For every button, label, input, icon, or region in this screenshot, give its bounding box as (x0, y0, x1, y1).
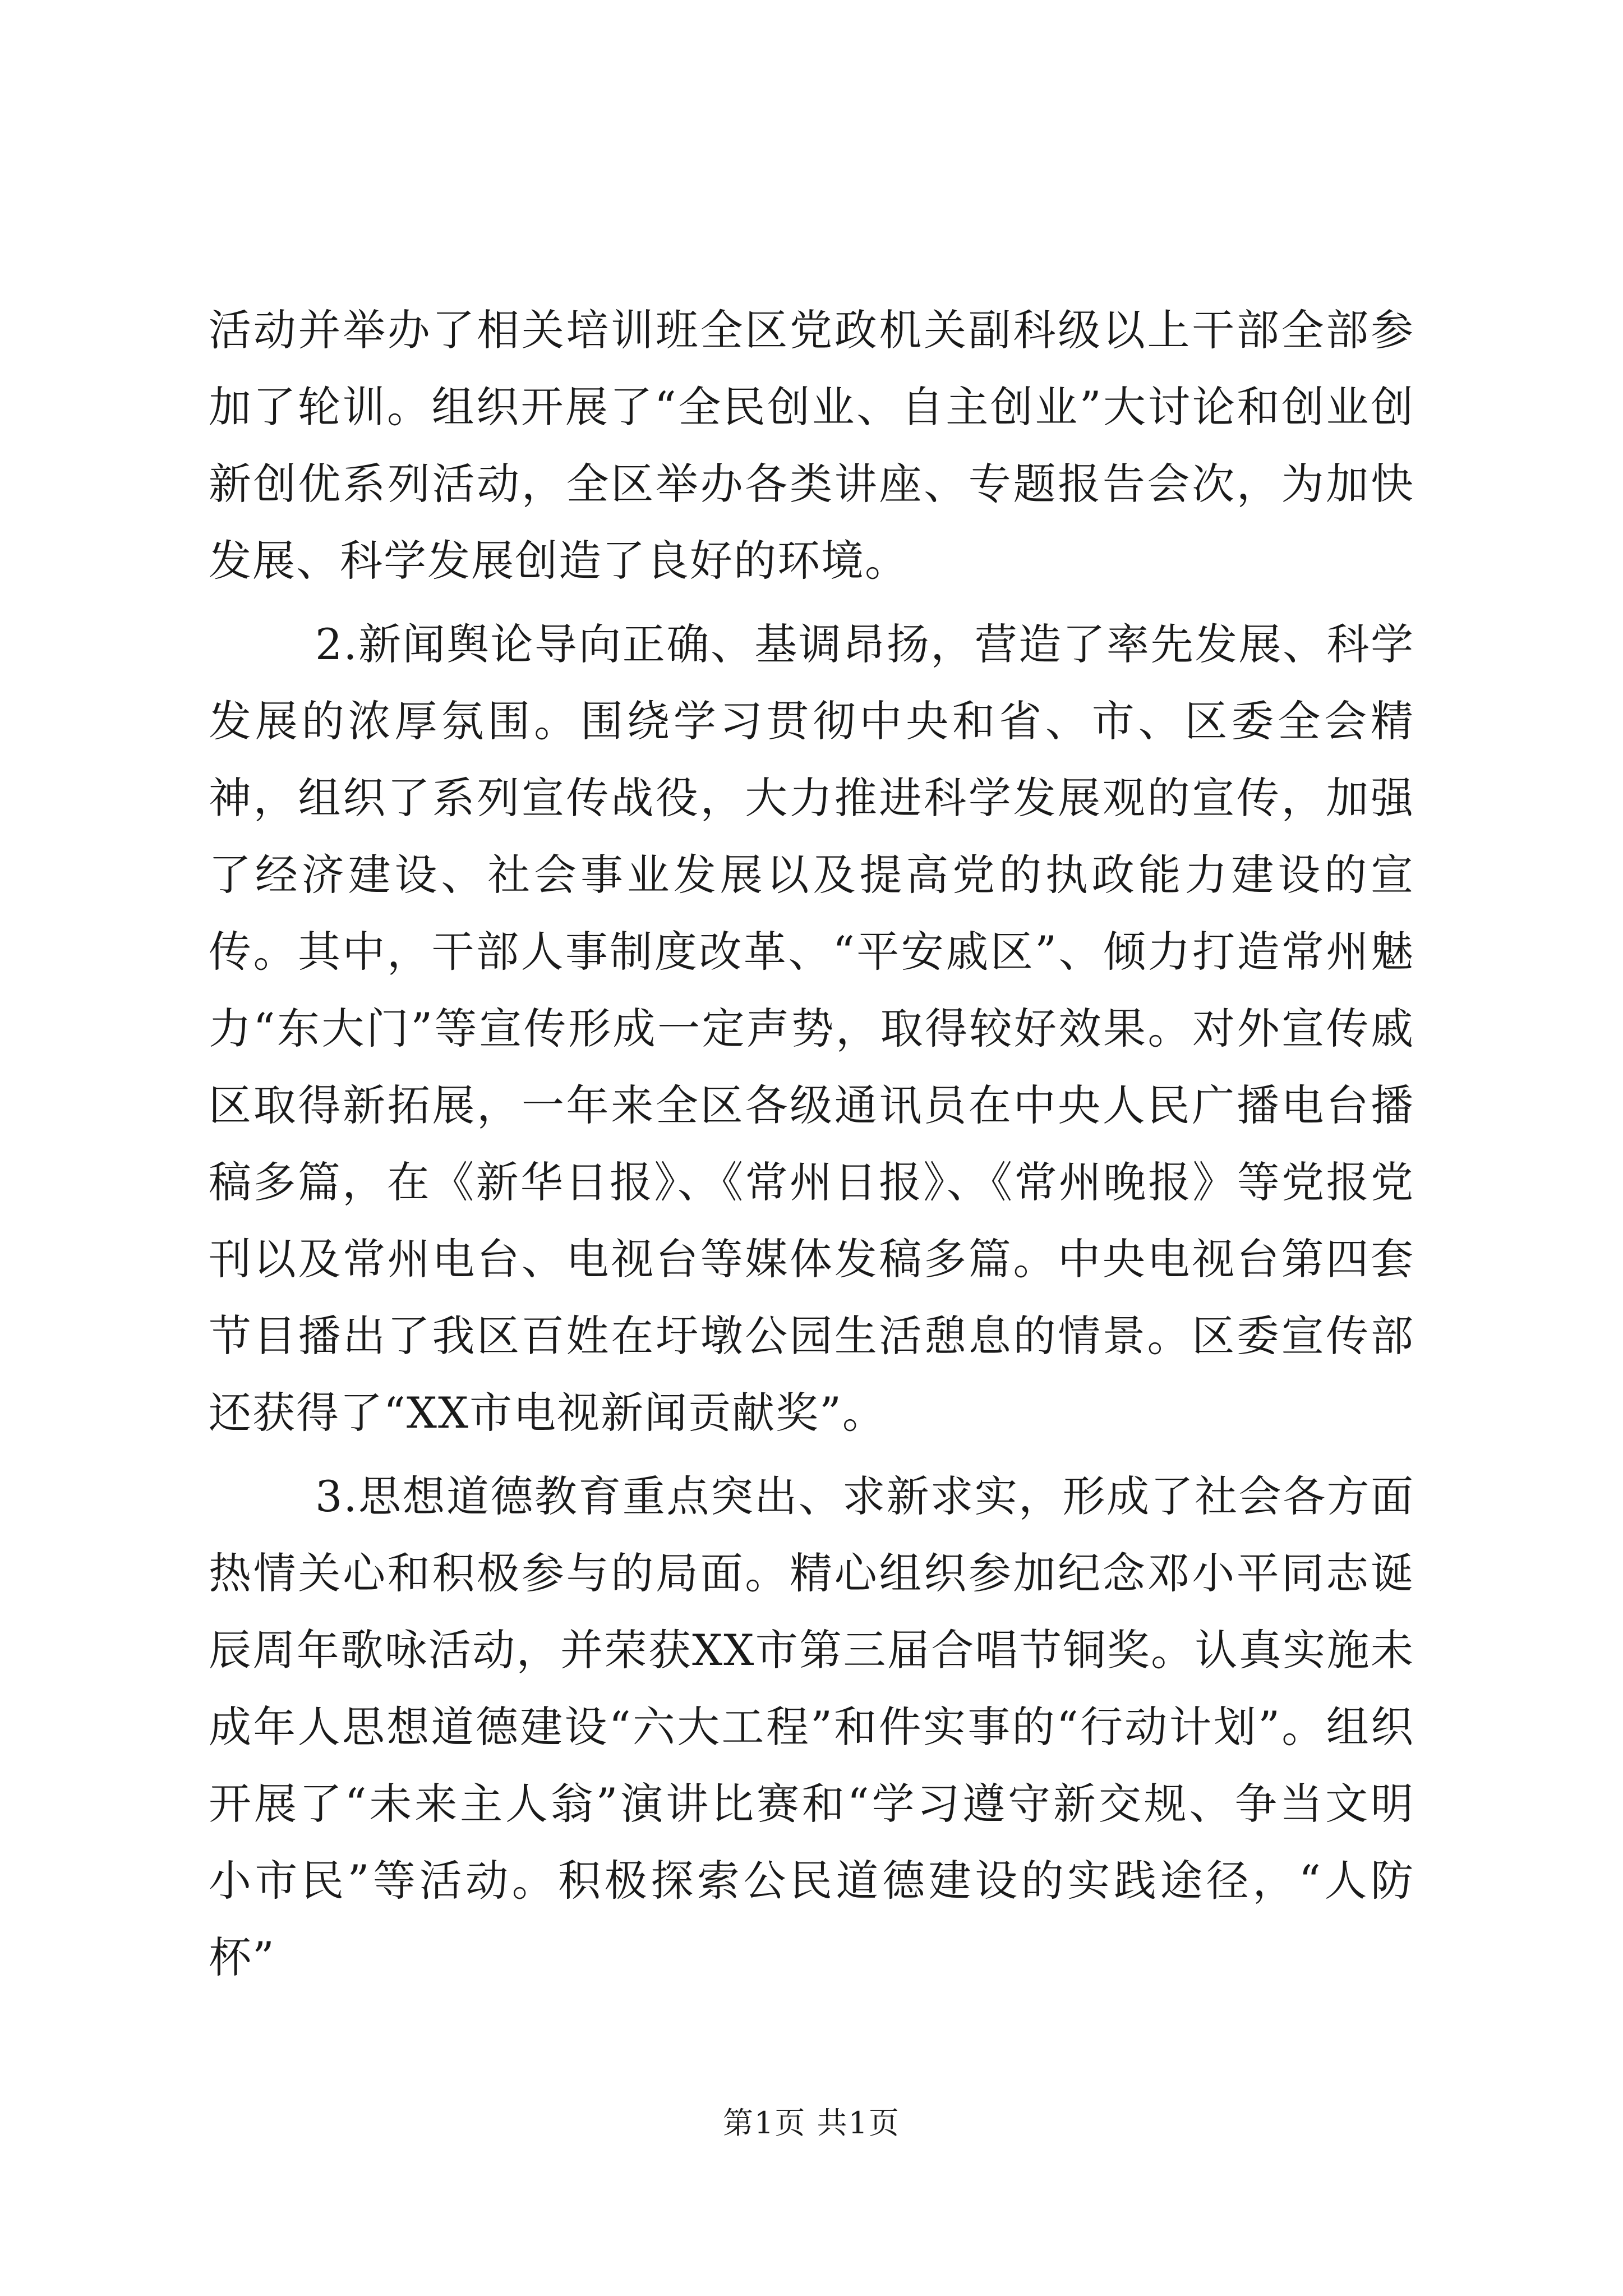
paragraph-2: 2.新闻舆论导向正确、基调昂扬，营造了率先发展、科学发展的浓厚氛围。围绕学习贯彻中央和省、市、区委全会精神，组织了系列宣传战役，大力推进科学发展观的宣传，加强了经济建设、社会事业发展以及提高党的执政能力建设的宣传。其中，干部人事制度改革、“平安戚区”、倾力打造常州魅力“东大门”等宣传形成一定声势，取得较好效果。对外宣传戚区取得新拓展，一年来全区各级通讯员在中央人民广播电台播稿多篇，在《新华日报》、《常州日报》、《常州晚报》等党报党刊以及常州电台、电视台等媒体发稿多篇。中央电视台第四套节目播出了我区百姓在圩墩公园生活憩息的情景。区委宣传部还获得了“XX市电视新闻贡献奖”。 (209, 619, 1414, 1438)
paragraph-3: 3.思想道德教育重点突出、求新求实，形成了社会各方面热情关心和积极参与的局面。精心组织参加纪念邓小平同志诞辰周年歌咏活动，并荣获XX市第三届合唱节铜奖。认真实施未成年人思想道德建设“六大工程”和件实事的“行动计划”。组织开展了“未来主人翁”演讲比赛和“学习遵守新交规、争当文明小市民”等活动。积极探索公民道德建设的实践途径，“人防杯” (209, 1471, 1414, 1982)
document-body (209, 292, 1414, 2003)
page-footer: 第1页 共1页 (723, 2105, 900, 2141)
paragraph-1: 活动并举办了相关培训班全区党政机关副科级以上干部全部参加了轮训。组织开展了“全民创业、自主创业”大讨论和创业创新创优系列活动，全区举办各类讲座、专题报告会次，为加快发展、科学发展创造了良好的环境。 (209, 305, 1414, 586)
